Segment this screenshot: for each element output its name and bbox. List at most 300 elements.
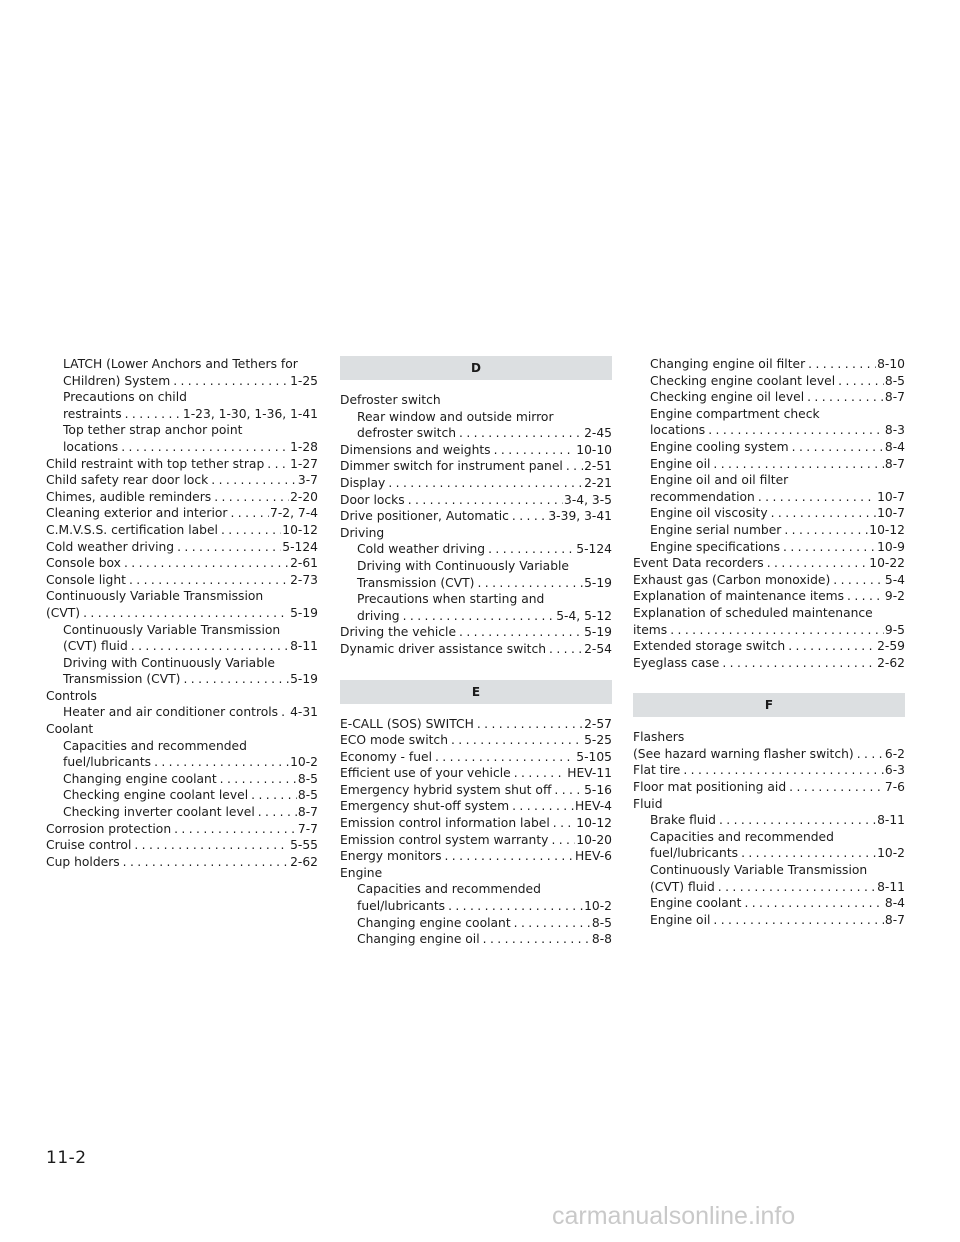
index-entry-term: CHildren) System bbox=[63, 373, 171, 388]
index-entry-page: 8-11 bbox=[290, 639, 318, 654]
index-entry-page: 6-3 bbox=[884, 763, 905, 778]
index-entry-page: 10-7 bbox=[877, 489, 905, 504]
index-entry bbox=[46, 655, 318, 672]
index-entry bbox=[46, 721, 318, 738]
index-entry-page: 8-7 bbox=[297, 805, 318, 820]
index-entry bbox=[340, 881, 612, 898]
index-entry bbox=[633, 796, 905, 813]
index-entry-term: Driving bbox=[340, 525, 385, 540]
index-entry bbox=[46, 821, 318, 838]
index-entry-term: Display bbox=[340, 475, 386, 490]
index-entry-term: Engine oil viscosity bbox=[650, 506, 768, 521]
index-entry bbox=[633, 862, 905, 879]
dot-leader bbox=[738, 845, 876, 862]
index-entry bbox=[46, 505, 318, 522]
index-entry bbox=[340, 931, 612, 948]
index-entry-page: 5-19 bbox=[584, 625, 612, 640]
index-entry-term: items bbox=[633, 622, 668, 637]
index-entry bbox=[46, 539, 318, 556]
index-entry-page: HEV-6 bbox=[575, 849, 612, 864]
index-entry bbox=[340, 624, 612, 641]
dot-leader bbox=[80, 605, 289, 622]
index-entry-page: 3-39, 3-41 bbox=[548, 509, 612, 524]
index-entry-term: Cold weather driving bbox=[357, 542, 486, 557]
index-entry-page: HEV-4 bbox=[575, 799, 612, 814]
index-entry-page: 9-5 bbox=[884, 622, 905, 637]
dot-leader bbox=[710, 456, 883, 473]
dot-leader bbox=[405, 492, 563, 509]
index-entry bbox=[633, 845, 905, 862]
index-entry-term: Economy - fuel bbox=[340, 749, 432, 764]
index-entry-term: Engine oil and oil filter bbox=[650, 473, 789, 488]
index-entry-term: Drive positioner, Automatic bbox=[340, 509, 509, 524]
index-entry-term: Checking engine oil level bbox=[650, 390, 805, 405]
index-entry-page: 5-4, 5-12 bbox=[556, 608, 612, 623]
dot-leader bbox=[491, 442, 576, 459]
index-entry-page: 10-20 bbox=[576, 832, 612, 847]
index-entry bbox=[46, 456, 318, 473]
index-entry-term: Engine compartment check bbox=[650, 406, 820, 421]
index-entry bbox=[46, 771, 318, 788]
dot-leader bbox=[121, 555, 289, 572]
dot-leader bbox=[755, 489, 876, 506]
index-entry bbox=[46, 406, 318, 423]
index-entry-page: 10-12 bbox=[282, 522, 318, 537]
index-list-e bbox=[340, 716, 612, 948]
index-entry-term: Child safety rear door lock bbox=[46, 473, 209, 488]
dot-leader bbox=[228, 505, 270, 522]
index-entry-term: Child restraint with top tether strap bbox=[46, 456, 265, 471]
index-entry-page: 2-21 bbox=[584, 475, 612, 490]
index-entry-page: 5-4 bbox=[884, 572, 905, 587]
index-entry bbox=[633, 746, 905, 763]
index-entry bbox=[46, 605, 318, 622]
dot-leader bbox=[174, 539, 281, 556]
index-entry-term: Rear window and outside mirror bbox=[357, 409, 554, 424]
index-entry bbox=[340, 765, 612, 782]
dot-leader bbox=[705, 422, 884, 439]
index-entry-term: Door locks bbox=[340, 492, 405, 507]
dot-leader bbox=[511, 915, 591, 932]
index-entry-term: Continuously Variable Transmission bbox=[46, 589, 264, 604]
index-entry-term: locations bbox=[650, 423, 706, 438]
index-entry-term: Brake fluid bbox=[650, 813, 716, 828]
index-entry-term: Changing engine oil filter bbox=[650, 357, 806, 371]
dot-leader bbox=[432, 749, 575, 766]
index-entry-page: 2-59 bbox=[877, 639, 905, 654]
index-entry bbox=[340, 716, 612, 733]
index-entry bbox=[633, 472, 905, 489]
index-entry-term: (CVT) fluid bbox=[650, 879, 715, 894]
index-entry-term: Engine serial number bbox=[650, 522, 782, 537]
dot-leader bbox=[445, 898, 583, 915]
index-entry bbox=[46, 622, 318, 639]
index-entry-page: 5-105 bbox=[576, 749, 612, 764]
dot-leader bbox=[715, 879, 876, 896]
index-entry bbox=[46, 522, 318, 539]
index-entry-term: Capacities and recommended bbox=[357, 882, 541, 897]
index-entry-page: 7-6 bbox=[884, 780, 905, 795]
dot-leader bbox=[716, 812, 876, 829]
index-entry bbox=[340, 409, 612, 426]
index-entry-page: 2-20 bbox=[290, 489, 318, 504]
dot-leader bbox=[170, 373, 289, 390]
dot-leader bbox=[151, 754, 289, 771]
dot-leader bbox=[509, 508, 547, 525]
index-entry bbox=[633, 522, 905, 539]
index-entry bbox=[46, 356, 318, 373]
dot-leader bbox=[255, 804, 297, 821]
dot-leader bbox=[385, 475, 583, 492]
dot-leader bbox=[456, 624, 583, 641]
index-entry bbox=[340, 541, 612, 558]
dot-leader bbox=[719, 655, 876, 672]
index-entry-term: Controls bbox=[46, 688, 97, 703]
index-entry-term: Energy monitors bbox=[340, 849, 442, 864]
index-entry bbox=[633, 812, 905, 829]
dot-leader bbox=[830, 572, 884, 589]
index-entry-term: fuel/lubricants bbox=[63, 755, 152, 770]
index-entry-term: Engine specifications bbox=[650, 539, 781, 554]
index-entry bbox=[340, 591, 612, 608]
index-entry bbox=[340, 608, 612, 625]
index-entry-term: Dimensions and weights bbox=[340, 442, 491, 457]
dot-leader bbox=[120, 854, 289, 871]
index-entry-page: 10-7 bbox=[877, 506, 905, 521]
index-list-d bbox=[340, 392, 612, 658]
index-entry-term: Efficient use of your vehicle bbox=[340, 766, 511, 781]
index-entry-term: Continuously Variable Transmission bbox=[650, 863, 868, 878]
index-entry bbox=[633, 605, 905, 622]
index-entry-term: Dynamic driver assistance switch bbox=[340, 641, 547, 656]
dot-leader bbox=[511, 765, 566, 782]
index-entry-page: 1-28 bbox=[290, 439, 318, 454]
index-entry bbox=[340, 641, 612, 658]
index-entry-page: 10-12 bbox=[576, 816, 612, 831]
index-entry bbox=[340, 442, 612, 459]
index-entry-term: Checking engine coolant level bbox=[63, 788, 249, 803]
index-entry bbox=[633, 762, 905, 779]
dot-leader bbox=[180, 671, 289, 688]
index-entry bbox=[340, 575, 612, 592]
index-entry-page: 2-45 bbox=[584, 426, 612, 441]
dot-leader bbox=[208, 472, 297, 489]
index-entry-term: Emission control system warranty bbox=[340, 832, 549, 847]
index-entry-term: Cold weather driving bbox=[46, 539, 175, 554]
dot-leader bbox=[785, 638, 876, 655]
index-entry-page: 2-57 bbox=[584, 716, 612, 731]
index-entry-term: Engine oil bbox=[650, 912, 711, 927]
index-entry-term: Coolant bbox=[46, 722, 94, 737]
index-entry-term: Engine cooling system bbox=[650, 439, 789, 454]
index-entry bbox=[340, 898, 612, 915]
dot-leader bbox=[474, 716, 583, 733]
index-entry-term: Chimes, audible reminders bbox=[46, 489, 212, 504]
index-entry-page: 10-12 bbox=[869, 522, 905, 537]
index-entry bbox=[46, 472, 318, 489]
index-entry bbox=[46, 837, 318, 854]
dot-leader bbox=[217, 771, 297, 788]
dot-leader bbox=[768, 505, 876, 522]
dot-leader bbox=[805, 356, 876, 373]
index-entry-term: Flat tire bbox=[633, 763, 681, 778]
index-entry-term: Engine bbox=[340, 865, 383, 880]
index-entry bbox=[46, 738, 318, 755]
index-entry bbox=[633, 389, 905, 406]
index-entry bbox=[633, 539, 905, 556]
index-entry-page: 5-19 bbox=[290, 672, 318, 687]
index-entry-term: defroster switch bbox=[357, 426, 457, 441]
index-entry-page: 8-7 bbox=[884, 912, 905, 927]
index-entry-page: 2-51 bbox=[584, 459, 612, 474]
dot-leader bbox=[211, 489, 289, 506]
dot-leader bbox=[131, 837, 289, 854]
index-entry-term: Event Data recorders bbox=[633, 556, 764, 571]
index-entry bbox=[46, 804, 318, 821]
index-entry-page: 8-4 bbox=[884, 439, 905, 454]
dot-leader bbox=[509, 798, 574, 815]
index-entry-page: 8-10 bbox=[877, 357, 905, 371]
index-entry-term: fuel/lubricants bbox=[650, 846, 739, 861]
index-entry-term: Precautions on child bbox=[63, 390, 187, 405]
index-entry bbox=[46, 671, 318, 688]
index-entry-page: 8-3 bbox=[884, 423, 905, 438]
index-entry-page: 8-5 bbox=[884, 373, 905, 388]
index-entry-term: Changing engine coolant bbox=[357, 915, 511, 930]
index-entry-page: HEV-11 bbox=[567, 766, 612, 781]
index-entry bbox=[46, 688, 318, 705]
index-entry-page: 1-23, 1-30, 1-36, 1-41 bbox=[182, 406, 318, 421]
dot-leader bbox=[456, 425, 583, 442]
watermark: carmanualsonline.info bbox=[552, 1202, 796, 1230]
index-entry-term: LATCH (Lower Anchors and Tethers for bbox=[63, 357, 298, 371]
index-entry bbox=[633, 555, 905, 572]
index-entry-term: Console light bbox=[46, 572, 126, 587]
dot-leader bbox=[781, 522, 868, 539]
index-entry-page: 5-19 bbox=[584, 575, 612, 590]
dot-leader bbox=[485, 541, 575, 558]
dot-leader bbox=[835, 373, 884, 390]
index-entry bbox=[340, 392, 612, 409]
index-entry-term: Eyeglass case bbox=[633, 655, 720, 670]
index-column-3 bbox=[633, 356, 905, 928]
index-entry-page: 2-54 bbox=[584, 641, 612, 656]
index-entry bbox=[46, 572, 318, 589]
index-entry bbox=[46, 555, 318, 572]
index-entry-term: Explanation of maintenance items bbox=[633, 589, 845, 604]
index-entry bbox=[340, 815, 612, 832]
index-entry bbox=[633, 638, 905, 655]
index-entry bbox=[633, 829, 905, 846]
index-entry-page: 2-62 bbox=[290, 854, 318, 869]
index-entry-term: Changing engine oil bbox=[357, 932, 480, 947]
index-entry-term: Transmission (CVT) bbox=[357, 575, 475, 590]
index-entry-term: Continuously Variable Transmission bbox=[63, 622, 281, 637]
index-column-2 bbox=[340, 356, 612, 948]
index-entry-page: 10-9 bbox=[877, 539, 905, 554]
dot-leader bbox=[474, 575, 583, 592]
index-list-f bbox=[633, 729, 905, 928]
index-entry-term: Floor mat positioning aid bbox=[633, 780, 787, 795]
index-entry-term: Fluid bbox=[633, 796, 663, 811]
index-list-c bbox=[46, 356, 318, 870]
index-entry-page: 2-62 bbox=[877, 655, 905, 670]
index-entry-term: (CVT) bbox=[46, 605, 81, 620]
dot-leader bbox=[128, 638, 289, 655]
index-entry bbox=[633, 655, 905, 672]
index-column-1 bbox=[46, 356, 318, 870]
index-entry bbox=[633, 895, 905, 912]
index-entry bbox=[46, 638, 318, 655]
index-entry bbox=[633, 912, 905, 929]
dot-leader bbox=[278, 704, 289, 721]
index-entry-term: Capacities and recommended bbox=[63, 738, 247, 753]
index-entry-term: Heater and air conditioner controls bbox=[63, 705, 279, 720]
index-entry bbox=[340, 492, 612, 509]
dot-leader bbox=[786, 779, 884, 796]
index-entry bbox=[633, 622, 905, 639]
dot-leader bbox=[804, 389, 884, 406]
index-entry-term: Cup holders bbox=[46, 854, 120, 869]
dot-leader bbox=[789, 439, 884, 456]
index-entry bbox=[340, 848, 612, 865]
index-entry-page: 7-7 bbox=[297, 821, 318, 836]
index-entry-page: 8-5 bbox=[591, 915, 612, 930]
index-entry bbox=[46, 787, 318, 804]
index-entry bbox=[46, 439, 318, 456]
index-entry bbox=[633, 373, 905, 390]
dot-leader bbox=[448, 732, 583, 749]
dot-leader bbox=[126, 572, 289, 589]
dot-leader bbox=[480, 931, 591, 948]
index-entry bbox=[340, 865, 612, 882]
index-entry-page: 3-7 bbox=[297, 473, 318, 488]
index-entry-page: 6-2 bbox=[884, 746, 905, 761]
index-entry bbox=[46, 704, 318, 721]
index-entry bbox=[633, 588, 905, 605]
index-entry bbox=[340, 525, 612, 542]
index-entry-term: Driving with Continuously Variable bbox=[63, 655, 275, 670]
index-entry-page: 1-27 bbox=[290, 456, 318, 471]
index-list-e-continued bbox=[633, 356, 905, 671]
dot-leader bbox=[741, 895, 883, 912]
index-entry bbox=[340, 798, 612, 815]
index-entry-term: Changing engine coolant bbox=[63, 771, 217, 786]
index-entry bbox=[46, 854, 318, 871]
index-entry-term: Engine coolant bbox=[650, 896, 742, 911]
dot-leader bbox=[118, 439, 289, 456]
index-entry bbox=[340, 732, 612, 749]
index-entry-page: 5-19 bbox=[290, 605, 318, 620]
index-entry bbox=[46, 373, 318, 390]
index-entry bbox=[340, 425, 612, 442]
index-entry-term: Driving with Continuously Variable bbox=[357, 558, 569, 573]
index-entry bbox=[633, 779, 905, 796]
dot-leader bbox=[550, 815, 575, 832]
index-entry-page: 8-7 bbox=[884, 456, 905, 471]
dot-leader bbox=[546, 641, 583, 658]
section-header-e: E bbox=[340, 680, 612, 704]
index-entry-page: 10-2 bbox=[877, 846, 905, 861]
dot-leader bbox=[551, 782, 583, 799]
index-entry-term: Top tether strap anchor point bbox=[63, 423, 243, 438]
index-entry-page: 3-4, 3-5 bbox=[564, 492, 612, 507]
index-entry bbox=[46, 389, 318, 406]
index-entry bbox=[633, 572, 905, 589]
dot-leader bbox=[854, 746, 884, 763]
index-entry bbox=[46, 489, 318, 506]
index-entry bbox=[340, 915, 612, 932]
index-entry-page: 10-22 bbox=[869, 556, 905, 571]
index-entry-term: locations bbox=[63, 439, 119, 454]
index-entry-page: 10-10 bbox=[576, 442, 612, 457]
index-entry-term: (See hazard warning flasher switch) bbox=[633, 746, 854, 761]
index-entry bbox=[633, 456, 905, 473]
dot-leader bbox=[264, 456, 289, 473]
index-entry-term: C.M.V.S.S. certification label bbox=[46, 522, 218, 537]
index-entry-term: Console box bbox=[46, 556, 121, 571]
index-entry-term: Precautions when starting and bbox=[357, 592, 545, 607]
index-entry-page: 4-31 bbox=[290, 705, 318, 720]
index-entry-term: ECO mode switch bbox=[340, 733, 448, 748]
index-entry-term: Explanation of scheduled maintenance bbox=[633, 605, 873, 620]
index-entry bbox=[633, 505, 905, 522]
index-entry-term: Emergency hybrid system shut off bbox=[340, 782, 552, 797]
index-entry-page: 8-11 bbox=[877, 879, 905, 894]
index-entry-page: 8-5 bbox=[297, 788, 318, 803]
index-entry bbox=[46, 422, 318, 439]
index-entry-page: 5-124 bbox=[282, 539, 318, 554]
index-entry bbox=[340, 749, 612, 766]
index-entry-term: Exhaust gas (Carbon monoxide) bbox=[633, 572, 831, 587]
dot-leader bbox=[563, 458, 583, 475]
index-entry-page: 8-5 bbox=[297, 771, 318, 786]
index-entry-term: Cruise control bbox=[46, 838, 132, 853]
index-entry-term: Emergency shut-off system bbox=[340, 799, 510, 814]
index-entry-page: 9-2 bbox=[884, 589, 905, 604]
index-entry-page: 8-7 bbox=[884, 390, 905, 405]
index-entry-term: restraints bbox=[63, 406, 122, 421]
index-entry-page: 2-73 bbox=[290, 572, 318, 587]
index-entry bbox=[340, 458, 612, 475]
index-entry-page: 8-4 bbox=[884, 896, 905, 911]
dot-leader bbox=[764, 555, 869, 572]
dot-leader bbox=[171, 821, 297, 838]
index-entry-term: Extended storage switch bbox=[633, 639, 786, 654]
index-entry-page: 1-25 bbox=[290, 373, 318, 388]
index-entry-page: 10-2 bbox=[584, 899, 612, 914]
index-entry bbox=[633, 729, 905, 746]
index-entry-page: 7-2, 7-4 bbox=[270, 506, 318, 521]
dot-leader bbox=[441, 848, 574, 865]
index-entry-term: Driving the vehicle bbox=[340, 625, 457, 640]
section-header-d: D bbox=[340, 356, 612, 380]
index-entry bbox=[633, 489, 905, 506]
dot-leader bbox=[248, 787, 297, 804]
index-entry-term: Defroster switch bbox=[340, 393, 441, 407]
index-entry-term: Engine oil bbox=[650, 456, 711, 471]
index-entry-term: Capacities and recommended bbox=[650, 829, 834, 844]
index-entry-page: 10-2 bbox=[290, 755, 318, 770]
dot-leader bbox=[218, 522, 281, 539]
section-header-f: F bbox=[633, 693, 905, 717]
index-entry-page: 5-55 bbox=[290, 838, 318, 853]
index-entry-term: Checking inverter coolant level bbox=[63, 805, 255, 820]
index-entry bbox=[340, 558, 612, 575]
index-entry-page: 5-25 bbox=[584, 733, 612, 748]
dot-leader bbox=[400, 608, 556, 625]
dot-leader bbox=[667, 622, 884, 639]
